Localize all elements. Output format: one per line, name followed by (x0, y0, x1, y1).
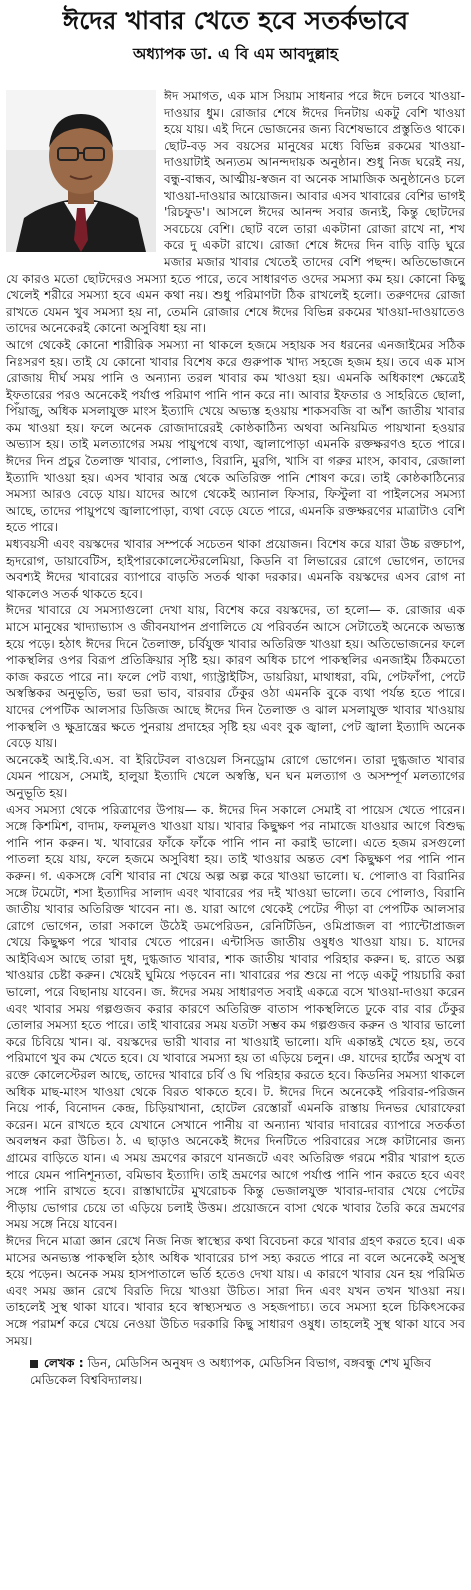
author-byline: অধ্যাপক ডা. এ বি এম আবদুল্লাহ (132, 45, 338, 63)
author-note-text: ডিন, মেডিসিন অনুষদ ও অধ্যাপক, মেডিসিন বিভাগ, বঙ্গবন্ধু শেখ মুজিব মেডিকেল বিশ্ববিদ্যালয়। (30, 1356, 432, 1387)
photo-spacer (6, 88, 164, 258)
paragraph-4: ঈদের খাবারে যে সমস্যাগুলো দেখা যায়, বিশেষ করে বয়স্কদের, তা হলো— ক. রোজার এক মাসে মানুষের খাদ্যাভ্যাস ও জীবনযাপন প্রণালিতে যে পরিবর্তন আসে সেটাতেই অনেকে অভ্যস্ত হয়ে পড়ে। হঠাৎ ঈদের দিনে তৈলাক্ত, চর্বিযুক্ত খাবার অতিরিক্ত খাওয়া হয়। অতিভোজনের ফলে পাকস্থলির ওপর বিরূপ প্রতিক্রিয়ার সৃষ্টি হয়। কারণ অধিক চাপে পাকস্থলির এনজাইম ঠিকমতো কাজ করতে পারে না। ফলে পেট ব্যথা, গ্যাস্ট্রাইটিস, ডায়রিয়া, মাথাধরা, বমি, পেটফাঁপা, পেটে অস্বস্তিকর অনুভূতি, ভরা ভরা ভাব, বারবার ঢেঁকুর ওঠা এমনকি বুকে ব্যথা পর্যন্ত হতে পারে। যাদের পেপটিক আলসার ডিজিজ আছে ঈদের দিন তৈলাক্ত ও ঝাল মসলাযুক্ত খাবার খাওয়ায় পাকস্থলি ও ক্ষুদ্রান্ত্রের ক্ষতে পুনরায় প্রদাহের সৃষ্টি হয় এবং বুক জ্বালা, পেট জ্বালা ইত্যাদি অনেক বেড়ে যায়। (6, 603, 465, 751)
paragraph-3: মধ্যবয়সী এবং বয়স্কদের খাবার সম্পর্কে সচেতন থাকা প্রয়োজন। বিশেষ করে যারা উচ্চ রক্তচাপ, হৃদরোগ, ডায়াবেটিস, হাইপারকোলেস্টেরলেমিয়া, কিডনি বা লিভারের রোগে ভোগেন, তাদের অবশ্যই ঈদের খাবারের ব্যাপারে বাড়তি সতর্ক থাকা দরকার। এমনকি বয়স্কদের এসব রোগ না থাকলেও সতর্ক থাকতে হবে। (6, 537, 465, 601)
paragraph-2: আগে থেকেই কোনো শারীরিক সমস্যা না থাকলে হজমে সহায়ক সব ধরনের এনজাইমের সঠিক নিঃসরণ হয়। তাই যে কোনো খাবার বিশেষ করে গুরুপাক খাদ্য সহজে হজম হয়। তবে এক মাস রোজায় দীর্ঘ সময় পানি ও অন্যান্য তরল খাবার কম খাওয়া হয়। এমনকি অধিকাংশ ক্ষেত্রেই ইফতারের পরও অনেকেই পর্যাপ্ত পরিমাণ পানি পান করে না। আবার ইফতার ও সাহরিতে ছোলা, পিঁয়াজু, অধিক মসলাযুক্ত মাংস ইত্যাদি খেয়ে অভ্যস্ত হওয়ায় শাকসবজি বা আঁশ জাতীয় খাবার কম খাওয়া হয়। ফলে অনেক রোজাদারেরই কোষ্ঠকাঠিন্য অথবা অনিয়মিত পায়খানা হওয়ার অভ্যাস হয়। তাই মলত্যাগের সময় পায়ুপথে ব্যথা, জ্বালাপোড়া এমনকি রক্তক্ষরণও হতে পারে। ঈদের দিন প্রচুর তৈলাক্ত খাবার, পোলাও, বিরানি, মুরগি, খাসি বা গরুর মাংস, কাবাব, রেজালা ইত্যাদি খাওয়া হয়। এসব খাবার অন্ত্র থেকে অতিরিক্ত পানি শোষণ করে। তাই কোষ্ঠকাঠিন্যের সমস্যা আরও বেড়ে যায়। যাদের আগে থেকেই অ্যানাল ফিসার, ফিস্টুলা বা পাইলসের সমস্যা আছে, তাদের পায়ুপথে জ্বালাপোড়া, ব্যথা বেড়ে যেতে পারে, এমনকি রক্তক্ষরণের মাত্রাটাও বেশি হতে পারে। (6, 337, 465, 535)
paragraph-1: ঈদ সমাগত, এক মাস সিয়াম সাধনার পরে ঈদে চলবে খাওয়া-দাওয়ার ধুম। রোজার শেষে ঈদের দিনটায় একটু বেশি খাওয়া হয়ে যায়। এই দিনে ভোজনের জন্য বিশেষভাবে প্রস্তুতিও থাকে। ছোট-বড় সব বয়সের মানুষের মধ্যে বিভিন্ন রকমের খাওয়া-দাওয়াটাই অন্যতম আনন্দদায়ক অনুষ্ঠান। শুধু নিজ ঘরেই নয়, বন্ধু-বান্ধব, আত্মীয়-স্বজন বা অনেক সামাজিক অনুষ্ঠানেও চলে খাওয়া-দাওয়ার আয়োজন। আবার এসব খাবারের বেশির ভাগই 'রিচফুড'। আসলে ঈদের আনন্দ সবার জন্যই, কিন্তু ছোটদের সবচেয়ে বেশি। ছোট বলে তারা একটানা রোজা রাখে না, শখ করে দু একটা রাখে। রোজা শেষে ঈদের দিন বাড়ি বাড়ি ঘুরে মজার মজার খাবার খেতেই তাদের বেশি পছন্দ। অতিভোজনে যে কারও মতো ছোটদেরও সমস্যা হতে পারে, তবে সাধারণত ওদের সমস্যা কম হয়। কোনো কিছু খেলেই শরীরে সমস্যা হবে এমন কথা নয়। শুধু পরিমাণটা ঠিক রাখলেই হলো। তরুণদের রোজা রাখতে যেমন খুব সমস্যা হয় না, তেমনি রোজার শেষে ঈদের বিভিন্ন রকমের খাওয়া-দাওয়াতেও তাদের অনেকেরই কোনো অসুবিধা হয় না। (6, 89, 465, 336)
paragraph-7: ঈদের দিনে মাত্রা জ্ঞান রেখে নিজ নিজ স্বাস্থ্যের কথা বিবেচনা করে খাবার গ্রহণ করতে হবে। এক মাসের অনভ্যস্ত পাকস্থলি হঠাৎ অধিক খাবারের চাপ সহ্য করতে পারে না বলে অনেকেই অসুস্থ হয়ে পড়েন। অনেক সময় হাসপাতালে ভর্তি হতেও দেখা যায়। এ কারণে খাবার যেন হয় পরিমিত এবং সময় জ্ঞান রেখে বিরতি দিয়ে খাওয়া উচিত। সারা দিন এবং যখন তখন খাওয়া নয়। তাহলেই সুস্থ থাকা যাবে। খাবার হবে স্বাস্থ্যসম্মত ও সহজপাচ্য। তবে সমস্যা হলে চিকিৎসকের সঙ্গে পরামর্শ করে খেয়ে নেওয়া উচিত দরকারি কিছু সাধারণ ওষুধ। তাহলেই সুস্থ থাকা যাবে সব সময়। (6, 1233, 465, 1348)
author-note (30, 1355, 460, 1389)
author-note-label: লেখক : (44, 1356, 84, 1370)
paragraph-5: অনেকেই আই.বি.এস. বা ইরিটেবল বাওয়েল সিনড্রোম রোগে ভোগেন। তারা দুগ্ধজাত খাবার যেমন পায়েস, সেমাই, হালুয়া ইত্যাদি খেলে অস্বস্তি, ঘন ঘন মলত্যাগ ও অসম্পূর্ণ মলত্যাগের অনুভূতি হয়। (6, 752, 465, 800)
article-title: ঈদের খাবার খেতে হবে সতর্কভাবে (62, 6, 409, 35)
article-body (6, 88, 465, 1349)
paragraph-6: এসব সমস্যা থেকে পরিত্রাণের উপায়— ক. ঈদের দিন সকালে সেমাই বা পায়েস খেতে পারেন। সঙ্গে কিশমিশ, বাদাম, ফলমূলও খাওয়া যায়। খাবার কিছুক্ষণ পর নামাজে যাওয়ার আগে বিশুদ্ধ পানি পান করুন। খ. খাবারের ফাঁকে ফাঁকে পানি পান না করাই ভালো। এতে হজম রসগুলো পাতলা হয়ে যায়, ফলে হজমে অসুবিধা হয়। তাই খাওয়ার অন্তত বেশ কিছুক্ষণ পর পানি পান করুন। গ. একসঙ্গে বেশি খাবার না খেয়ে অল্প অল্প করে খাওয়া ভালো। ঘ. পোলাও বা বিরানির সঙ্গে টমেটো, শসা ইত্যাদির সালাদ এবং খাবারের পর দই খাওয়া ভালো। তবে পোলাও, বিরানি জাতীয় খাবার অতিরিক্ত খাবেন না। ঙ. যারা আগে থেকেই পেটের পীড়া বা পেপটিক আলসার রোগে ভোগেন, তারা সকালে উঠেই ডমপেরিডন, রেনিটিডিন, ওমিপ্রাজল বা প্যান্টোপ্রাজল খেয়ে কিছুক্ষণ পরে খাবার খেতে পারেন। এন্টাসিড জাতীয় ওষুধও খাওয়া যায়। চ. যাদের আইবিএস আছে তারা দুধ, দুগ্ধজাত খাবার, শাক জাতীয় খাবার পরিহার করুন। ছ. রাতে অল্প খাওয়ার চেষ্টা করুন। খেয়েই ঘুমিয়ে পড়বেন না। খাবারের পর শুয়ে না পড়ে একটু পায়চারি করা ভালো, পরে বিছানায় যাবেন। জ. ঈদের সময় সাধারণত সবাই একত্রে বসে খাওয়া-দাওয়া করেন এবং খাবার সময় গল্পগুজব করার কারণে অতিরিক্ত বাতাস পাকস্থলিতে ঢুকে বার বার ঢেঁকুর তোলার সমস্যা হতে পারে। তাই খাবারের সময় যতটা সম্ভব কম গল্পগুজব করুন ও খাবার ভালো করে চিবিয়ে খান। ঝ. বয়স্কদের ভারী খাবার না খাওয়াই ভালো। যদি একান্তই খেতে হয়, তবে পরিমাণে খুব কম খেতে হবে। যে খাবারে সমস্যা হয় তা এড়িয়ে চলুন। ঞ. যাদের হার্টের অসুখ বা রক্তে কোলেস্টেরল আছে, তাদের খাবারে চর্বি ও ঘি পরিহার করতে হবে। কিডনির সমস্যা থাকলে অধিক মাছ-মাংস খাওয়া থেকে বিরত থাকতে হবে। ট. ঈদের দিনে অনেকেই পরিবার-পরিজন নিয়ে পার্ক, বিনোদন কেন্দ্র, চিড়িয়াখানা, হোটেল রেস্তোরাঁ এমনকি রাস্তায় দিনভর ঘোরাফেরা করেন। মনে রাখতে হবে যেখানে সেখানে পানীয় বা অন্যান্য খাবার দাবারের ব্যাপারে সতর্কতা অবলম্বন করা উচিত। ঠ. এ ছাড়াও অনেকেই ঈদের দিনটিতে পরিবারের সঙ্গে কাটানোর জন্য গ্রামের বাড়িতে যান। এ সময় ভ্রমণের কারণে যানজটে এবং অতিরিক্ত গরমে শরীর খারাপ হতে পারে যেমন পানিশূন্যতা, বমিভাব ইত্যাদি। তাই ভ্রমণের আগে পর্যাপ্ত পানি পান করতে হবে এবং সঙ্গে পানি রাখতে হবে। রাস্তাঘাটের মুখরোচক কিন্তু ভেজালযুক্ত খাবার-দাবার খেয়ে পেটের পীড়ায় ভোগার চেয়ে তা এড়িয়ে চলাই উত্তম। প্রয়োজনে বাসা থেকে খাবার তৈরি করে ভ্রমণের সময় সঙ্গে নিয়ে যাবেন। (6, 802, 465, 1232)
square-bullet-icon (30, 1360, 38, 1368)
